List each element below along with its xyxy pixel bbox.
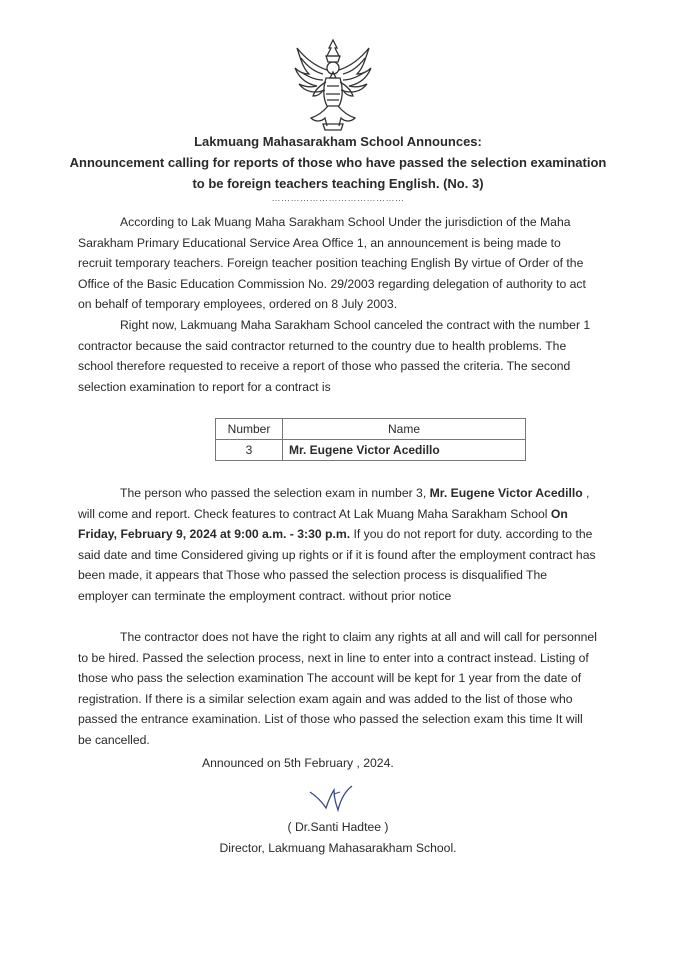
cell-number: 3 [216,440,283,461]
cell-name: Mr. Eugene Victor Acedillo [283,440,526,461]
title-line-1: Lakmuang Mahasarakham School Announces: [194,134,482,149]
paragraph-2 [78,315,598,397]
paragraph-1-text: According to Lak Muang Maha Sarakham School Under the jurisdiction of the Maha Sarakham Primary Educational Service Area Office 1, an announcement is being made to recruit temporary teachers. Foreign teacher position teaching English By virtue of Order of the Office of the Basic Education Commission No. 29/2003 regarding delegation of authority to act on behalf of temporary employees, ordered on 8 July 2003. [78,215,586,312]
paragraph-3-text-c: If you do not report for duty. according to the said date and time Considered giving up rights or if it is found after the employment contract has been made, it appears that Those who passed the selection process is disqualified The employer can terminate the employment contract. without prior notice [78,527,596,603]
separator-dots: …………………………………… [271,193,405,203]
paragraph-3 [78,483,598,607]
candidate-table [215,418,526,461]
title-line-3: to be foreign teachers teaching English. (No. 3) [192,176,484,191]
header-name: Name [283,419,526,440]
table-header-row [216,419,526,440]
paragraph-3-text-a: The person who passed the selection exam in number 3, [120,486,427,500]
signatory-title: Director, Lakmuang Mahasarakham School. [219,841,457,855]
announced-date: Announced on 5th February , 2024. [202,756,394,770]
table-row [216,440,526,461]
paragraph-3-report-date: On Friday, February 9, 2024 at 9:00 a.m. - 3:30 p.m. [78,506,568,542]
paragraph-3-candidate-name: Mr. Eugene Victor Acedillo [429,486,583,500]
paragraph-3-text-b: , will come and report. Check features to contract At Lak Muang Maha Sarakham School [78,486,590,521]
garuda-emblem-icon [293,38,373,132]
signature-icon [304,782,364,816]
paragraph-1 [78,212,598,315]
header-number: Number [216,419,283,440]
paragraph-4 [78,627,598,751]
signatory-name: ( Dr.Santi Hadtee ) [287,820,389,834]
title-line-2: Announcement calling for reports of those who have passed the selection examination [69,155,607,170]
paragraph-2-text: Right now, Lakmuang Maha Sarakham School canceled the contract with the number 1 contractor because the said contractor returned to the country due to health problems. The school therefore requested to receive a report of those who passed the criteria. The second selection examination to report for a contract is [78,318,591,394]
paragraph-4-text: The contractor does not have the right to claim any rights at all and will call for personnel to be hired. Passed the selection process, next in line to enter into a contract instead. Listing of those who pass the selection examination The account will be kept for 1 year from the date of registration. If there is a similar selection exam again and was added to the list of those who passed the entrance examination. List of those who passed the selection exam this time It will be cancelled. [78,630,597,747]
